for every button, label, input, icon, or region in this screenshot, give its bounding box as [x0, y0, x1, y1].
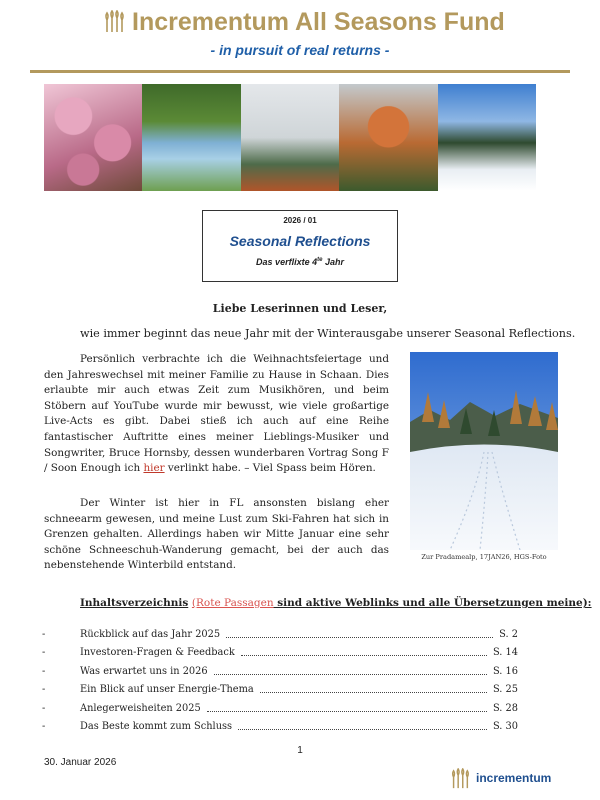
- header-divider: [30, 70, 570, 73]
- toc-leader: [226, 637, 493, 638]
- toc-leader: [241, 655, 487, 656]
- toc-item-page: S. 28: [492, 702, 518, 714]
- toc-item-label: Investoren-Fragen & Feedback: [80, 647, 235, 659]
- toc-leader: [207, 711, 487, 712]
- seasonal-photo-banner: [44, 84, 536, 191]
- tagline: - in pursuit of real returns -: [210, 42, 390, 58]
- snowshoe-winter-photo: [410, 352, 558, 550]
- issue-number: 2026 / 01: [283, 216, 317, 225]
- fund-title: Incrementum All Seasons Fund: [132, 8, 505, 36]
- table-of-contents: [42, 625, 518, 736]
- toc-item-page: S. 2: [499, 628, 518, 640]
- toc-item-page: S. 25: [492, 684, 518, 696]
- toc-item-label: Rückblick auf das Jahr 2025: [80, 628, 221, 640]
- photo-caption: Zur Pradamealp, 17JAN26, HGS-Foto: [421, 553, 547, 561]
- winter-forest-photo: [438, 84, 536, 191]
- toc-leader: [214, 674, 487, 675]
- paragraph-winter: Der Winter ist hier in FL ansonsten bislang eher schneearm gewesen, und meine Lust zum Ski-Fahren hat sich in Grenzen gehalten. Allerdings haben wir Mitte Januar eine sehr schöne Schneeschuh-Wanderung gemacht, bei der auch das nebenstehende Winterbild entstand.: [44, 497, 389, 572]
- toc-item-label: Anlegerweisheiten 2025: [80, 702, 201, 714]
- toc-item[interactable]: - Was erwartet uns in 2026 S. 16: [42, 665, 518, 677]
- autumn-foliage-photo: [339, 84, 437, 191]
- summer-lake-photo: [142, 84, 240, 191]
- intro-line: wie immer beginnt das neue Jahr mit der Winterausgabe unserer Seasonal Reflections.: [80, 327, 576, 340]
- incrementum-footer-logo-icon: [450, 768, 470, 790]
- toc-item-page: S. 30: [492, 721, 518, 733]
- autumn-mist-photo: [241, 84, 339, 191]
- issue-title: Seasonal Reflections: [229, 233, 371, 249]
- toc-item-page: S. 14: [492, 647, 518, 659]
- toc-item[interactable]: - Investoren-Fragen & Feedback S. 14: [42, 647, 518, 659]
- paragraph-music: Persönlich verbrachte ich die Weihnachtsfeiertage und den Jahreswechsel mit meiner Familie zu Hause in Schaan. Dies erlaubte mir auch etwas Zeit zum Musikhören, und beim Stöbern auf YouTube wurde mir bewusst, wie viele großartige Live-Acts es gibt. Dabei stieß ich auch auf eine Reihe fantastischer Auftritte eines meiner Lieblings-Musiker und Songwriter, Bruce Hornsby, dessen wunderbaren Vortrag Song F / Soon Enough ich hier verlinkt habe. – Viel Spass beim Hören.: [44, 353, 389, 475]
- incrementum-logo-icon: [104, 10, 124, 34]
- toc-item[interactable]: - Anlegerweisheiten 2025 S. 28: [42, 702, 518, 714]
- toc-heading: Inhaltsverzeichnis (Rote Passagen sind aktive Weblinks und alle Übersetzungen meine):: [80, 597, 592, 609]
- toc-item-page: S. 16: [492, 665, 518, 677]
- song-link[interactable]: hier: [143, 462, 165, 475]
- greeting: Liebe Leserinnen und Leser,: [212, 302, 388, 315]
- toc-item[interactable]: - Rückblick auf das Jahr 2025 S. 2: [42, 628, 518, 640]
- toc-item-label: Ein Blick auf unser Energie-Thema: [80, 684, 254, 696]
- issue-subtitle: Das verflixte $4^{te}$ Jahr: [256, 257, 344, 267]
- toc-leader: [238, 729, 487, 730]
- publication-date: 30. Januar 2026: [44, 757, 117, 768]
- issue-box: [202, 210, 398, 282]
- toc-item[interactable]: - Ein Blick auf unser Energie-Thema S. 25: [42, 684, 518, 696]
- toc-item-label: Das Beste kommt zum Schluss: [80, 721, 233, 733]
- footer-brand: incrementum: [476, 771, 552, 785]
- spring-blossom-photo: [44, 84, 142, 191]
- toc-leader: [260, 692, 487, 693]
- page-number: 1: [297, 745, 303, 756]
- toc-item-label: Was erwartet uns in 2026: [80, 665, 208, 677]
- toc-item[interactable]: - Das Beste kommt zum Schluss S. 30: [42, 721, 518, 733]
